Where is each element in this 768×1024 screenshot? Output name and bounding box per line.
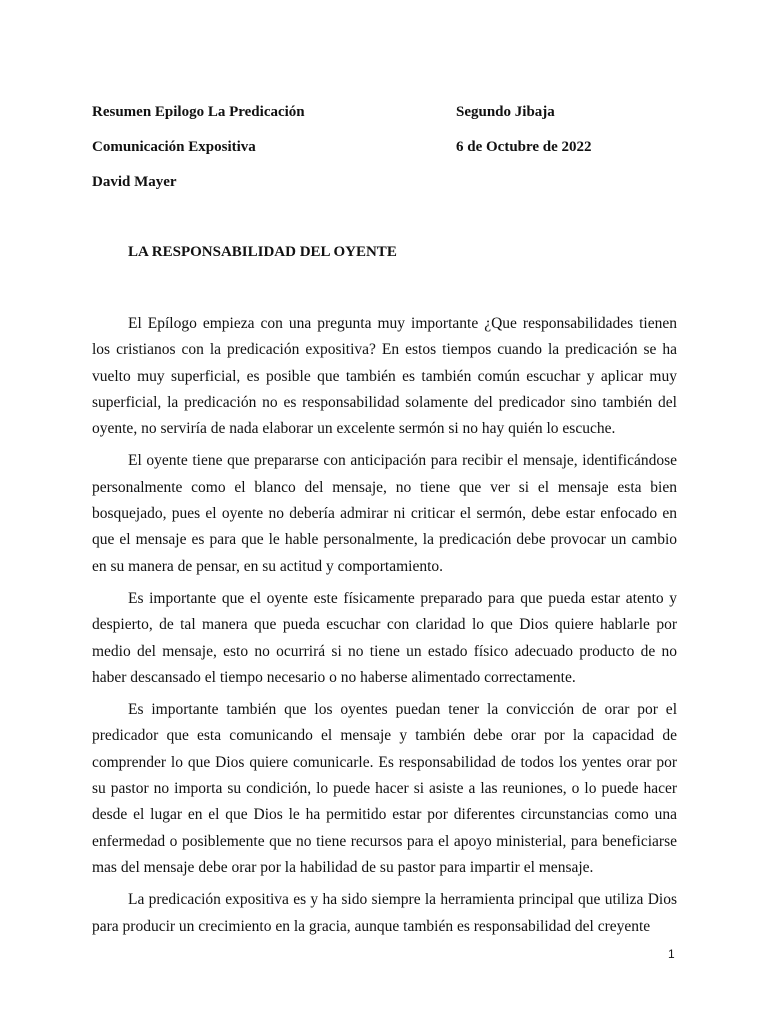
paragraph: El Epílogo empieza con una pregunta muy importante ¿Que responsabilidades tienen los cristianos con la predicación expositiva? En estos tiempos cuando la predicación se ha vuelto muy superficial, es posible que también es también común escuchar y aplicar muy superficial, la predicación no es responsabilidad solamente del predicador sino también del oyente, no serviría de nada elaborar un excelente sermón si no hay quién lo escuche. <box>92 315 677 438</box>
page-number: 1 <box>668 947 675 961</box>
header-row-3 <box>92 172 692 192</box>
body-text <box>92 311 677 946</box>
paragraph: Es importante también que los oyentes puedan tener la convicción de orar por el predicador que esta comunicando el mensaje y también debe orar por la capacidad de comprender lo que Dios quiere comunicarle. Es responsabilidad de todos los yentes orar por su pastor no importa su condición, lo puede hacer si asiste a las reuniones, o lo puede hacer desde el lugar en el que Dios le ha permitido estar por diferentes circunstancias como una enfermedad o posiblemente que no tiene recursos para el apoyo ministerial, para beneficiarse mas del mensaje debe orar por la habilidad de su pastor para impartir el mensaje. <box>92 701 677 876</box>
instructor-name: David Mayer <box>92 174 177 190</box>
header-row-1 <box>92 102 692 122</box>
document-title: Resumen Epilogo La Predicación <box>92 104 305 120</box>
paragraph: El oyente tiene que prepararse con anticipación para recibir el mensaje, identificándose personalmente como el blanco del mensaje, no tiene que ver si el mensaje esta bien bosquejado, pues el oyente no debería admirar ni criticar el sermón, debe estar enfocado en que el mensaje es para que le hable personalmente, la predicación debe provocar un cambio en su manera de pensar, en su actitud y comportamiento. <box>92 452 677 575</box>
paragraph: La predicación expositiva es y ha sido siempre la herramienta principal que utiliza Dios para producir un crecimiento en la gracia, aunque también es responsabilidad del creyente <box>92 891 677 935</box>
author-name: Segundo Jibaja <box>456 104 555 120</box>
header-row-2 <box>92 137 692 157</box>
paragraph: Es importante que el oyente este físicamente preparado para que pueda estar atento y despierto, de tal manera que pueda escuchar con claridad lo que Dios quiere hablarle por medio del mensaje, esto no ocurrirá si no tiene un estado físico adecuado producto de no haber descansado el tiempo necesario o no haberse alimentado correctamente. <box>92 589 677 686</box>
section-title: LA RESPONSABILIDAD DEL OYENTE <box>128 244 397 260</box>
document-date: 6 de Octubre de 2022 <box>456 139 592 155</box>
course-name: Comunicación Expositiva <box>92 139 256 155</box>
